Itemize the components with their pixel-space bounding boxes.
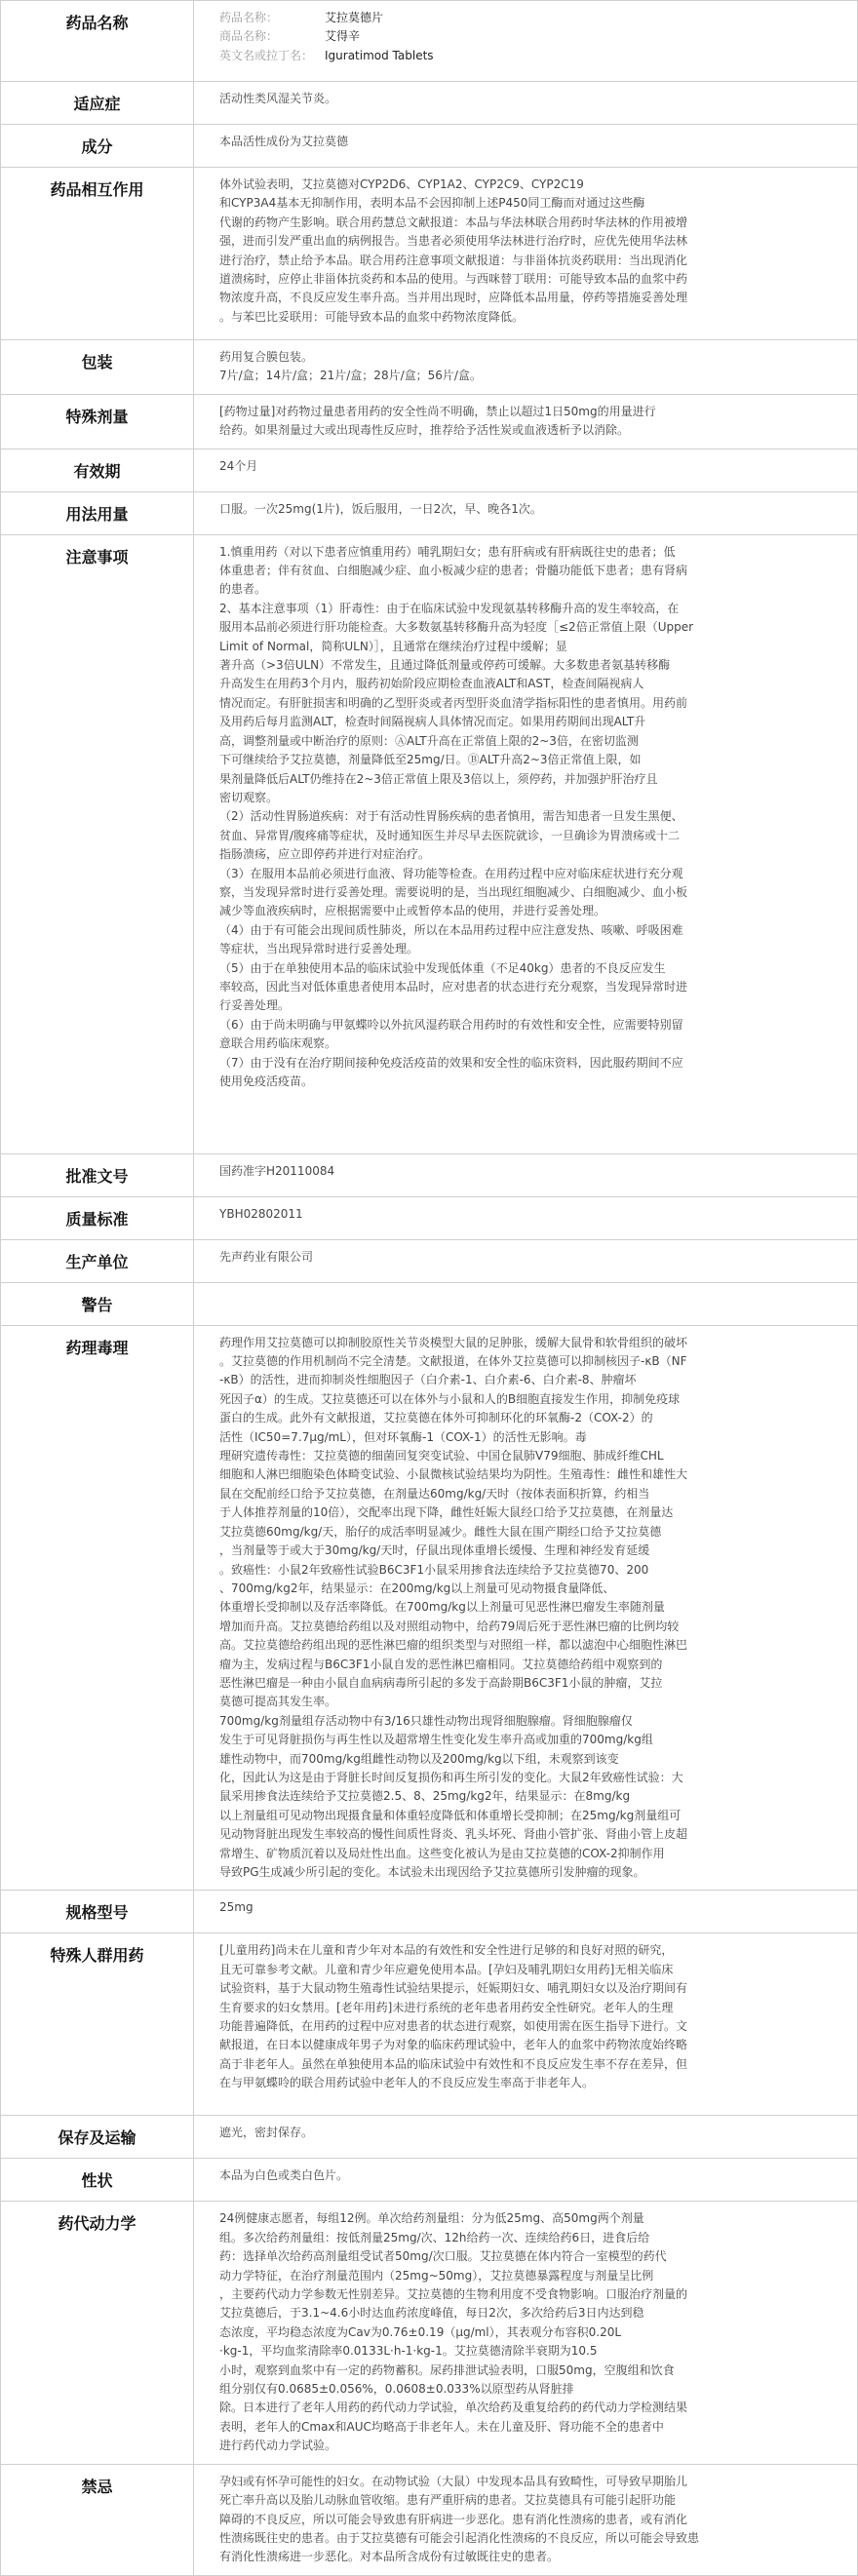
field-label: 生产单位 <box>1 1240 194 1282</box>
paragraph: （3）在服用本品前必须进行血液、肾功能等检查。在用药过程中应对临床症状进行充分观 察，当发现异常时进行妥善处理。需要说明的是，当出现红细胞减少、白细胞减少、血小板 减少等血液疾病时，应根据需要中止或暂停本品的使用，并进行妥善处理。 <box>219 866 688 918</box>
field-label: 注意事项 <box>1 535 194 1153</box>
field-value <box>194 2465 857 2575</box>
field-value <box>194 2202 857 2463</box>
field-label: 禁忌 <box>1 2465 194 2575</box>
name-value: 艾拉莫德片 <box>325 11 384 24</box>
paragraph: 药理作用艾拉莫德可以抑制胶原性关节炎模型大鼠的足肿胀，缓解大鼠骨和软骨组织的破坏 。艾拉莫德的作用机制尚不完全清楚。文献报道，在体外艾拉莫德可以抑制核因子-κB（NF -κB）的活性，进而抑制炎性细胞因子（白介素-1、白介素-6、白介素-8、肿瘤坏 死因子α）的生成。艾拉莫德还可以在体外与小鼠和人的B细胞直接发生作用，抑制免疫球 蛋白的生成。此外有文献报道，艾拉莫德在体外可抑制环化的环氧酶-2（COX-2）的 活性（IC50=7.7μg/mL），但对环氧酶-1（COX-1）的活性无影响。毒 理研究遗传毒性：艾拉莫德的细菌回复突变试验、中国仓鼠肺V79细胞、肺成纤维CHL 细胞和人淋巴细胞染色体畸变试验、小鼠微核试验结果均为阴性。生殖毒性：雌性和雄性大 鼠在交配前经口给予艾拉莫德，在剂量达60mg/kg/天时（按体表面积折算，约相当 于人体推荐剂量的10倍），交配率出现下降，雌性妊娠大鼠经口给予艾拉莫德，在剂量达 艾拉莫德60mg/kg/天，胎仔的成活率明显减少。雌性大鼠在围产期经口给予艾拉莫德 ，当剂量等于或大于30mg/kg/天时，仔鼠出现体重增长缓慢、生理和神经发育延缓 。致癌性：小鼠2年致癌性试验B6C3F1小鼠采用掺食法连续给予艾拉莫德70、200 、700mg/kg2年，结果显示：在200mg/kg以上剂量可见动物摄食量降低、 体重增长受抑制以及存活率降低。在700mg/kg以上剂量可见恶性淋巴瘤发生率随剂量 增加而升高。艾拉莫德给药组以及对照组动物中，给药79周后死于恶性淋巴瘤的比例均较 高。艾拉莫德给药组出现的恶性淋巴瘤的组织类型与对照组一样，都以滤泡中心细胞性淋巴 瘤为主，发病过程与B6C3F1小鼠自发的恶性淋巴瘤相同。艾拉莫德给药组中观察到的 恶性淋巴瘤是一种由小鼠自血病病毒所引起的多发于高龄期B6C3F1小鼠的肿瘤，艾拉 莫德可提高其发生率。 700mg/kg剂量组存活动物中有3/16只雄性动物出现肾细胞腺瘤。肾细胞腺瘤仅 发生于可见肾脏损伤与再生性以及超常增生性变化发生率升高或加重的700mg/kg组 雄性动物中，而700mg/kg组雌性动物以及200mg/kg以下组，未观察到该变 化，因此认为这是由于肾脏长时间反复损伤和再生所引发的变化。大鼠2年致癌性试验：大 鼠采用掺食法连续给予艾拉莫德2.5、8、25mg/kg2年，结果显示：在8mg/kg 以上剂量组可见动物出现摄食量和体重轻度降低和体重增长受抑制；在25mg/kg剂量组可 见动物肾脏出现发生率较高的慢性间质性肾炎、乳头坏死、肾曲小管扩张、肾曲小管上皮超 常增生、矿物质沉着以及局灶性出血。这些变化被认为是由艾拉莫德的COX-2抑制作用 导致PG生成减少所引起的变化。本试验未出现因给予艾拉莫德所引发肿瘤的现象。 <box>219 1335 688 1879</box>
field-label: 成分 <box>1 125 194 167</box>
name-line <box>219 47 845 65</box>
paragraph: 遮光，密封保存。 <box>219 2126 314 2140</box>
field-value <box>194 2116 857 2158</box>
name-key: 商品名称： <box>219 29 279 44</box>
field-label: 警告 <box>1 1283 194 1325</box>
field-label: 适应症 <box>1 82 194 124</box>
paragraph: 活动性类风湿关节炎。 <box>219 92 337 105</box>
row-contraindications <box>1 2465 857 2576</box>
field-value <box>194 168 857 339</box>
field-label: 特殊剂量 <box>1 395 194 449</box>
field-label: 规格型号 <box>1 1891 194 1932</box>
paragraph: 孕妇或有怀孕可能性的妇女。在动物试验（大鼠）中发现本品具有致畸性，可导致早期胎儿 死亡率升高以及胎儿动脉血管收缩。患有严重肝病的患者。艾拉莫德具有可能引起肝功能 障碍的不良反应，所以可能会导致患有肝病进一步恶化。患有消化性溃疡的患者，或有消化 性溃疡既往史的患者。由于艾拉莫德有可能会引起消化性溃疡的不良反应，所以可能会导致患 有消化性溃疡进一步恶化。对本品所含成份有过敏既往史的患者。 <box>219 2474 700 2564</box>
row-manufacturer <box>1 1240 857 1283</box>
field-label: 药理毒理 <box>1 1326 194 1891</box>
paragraph: （7）由于没有在治疗期间接种免疫活疫苗的效果和安全性的临床资料，因此服药期间不应 使用免疫活疫苗。 <box>219 1055 683 1088</box>
row-standard <box>1 1197 857 1240</box>
paragraph: 国药准字H20110084 <box>219 1163 335 1178</box>
paragraph: （4）由于有可能会出现间质性肺炎，所以在本品用药过程中应注意发热、咳嗽、呼吸困难 等症状，当出现异常时进行妥善处理。 <box>219 922 683 956</box>
row-precautions <box>1 535 857 1154</box>
name-line <box>219 9 845 27</box>
field-label: 特殊人群用药 <box>1 1933 194 2115</box>
field-label: 药代动力学 <box>1 2202 194 2463</box>
field-label: 药品相互作用 <box>1 168 194 339</box>
paragraph: 24个月 <box>219 458 258 473</box>
field-value <box>194 1 857 81</box>
row-warning <box>1 1283 857 1326</box>
row-special_dose <box>1 395 857 449</box>
row-package <box>1 340 857 395</box>
field-value <box>194 82 857 124</box>
name-line <box>219 27 845 46</box>
field-label: 药品名称 <box>1 1 194 81</box>
paragraph: （2）活动性胃肠道疾病：对于有活动性胃肠疾病的患者慎用，需告知患者一旦发生黑便、 贫血、异常胃/腹疼痛等症状，及时通知医生并尽早去医院就诊，一旦确诊为胃溃疡或十二 指肠溃疡，应立即停药并进行对症治疗。 <box>219 809 683 862</box>
paragraph: 本品为白色或类白色片。 <box>219 2168 349 2183</box>
field-label: 包装 <box>1 340 194 394</box>
name-value: Iguratimod Tablets <box>325 48 434 62</box>
field-value <box>194 1154 857 1196</box>
row-ingredient <box>1 125 857 168</box>
row-spec <box>1 1891 857 1933</box>
field-value <box>194 449 857 491</box>
paragraph: 2、基本注意事项（1）肝毒性：由于在临床试验中发现氨基转移酶升高的发生率较高，在 服用本品前必须进行肝功能检查。大多数氨基转移酶升高为轻度［≤2倍正常值上限（Upper Limit of Normal，简称ULN）］，且通常在继续治疗过程中缓解；显 著升高（>3倍ULN）不常发生，且通过降低剂量或停药可缓解。大多数患者氨基转移酶 升高发生在用药3个月内，服药初始阶段应期检查血液ALT和AST，检查间隔视病人 情况而定。有肝脏损害和明确的乙型肝炎或者丙型肝炎血清学指标阳性的患者慎用。用药前 及用药后每月监测ALT，检查时间隔视病人具体情况而定。如果用药期间出现ALT升 高，调整剂量或中断治疗的原则：ⒶALT升高在正常值上限的2~3倍，在密切监测 下可继续给予艾拉莫德，剂量降低至25mg/日。ⒷALT升高2~3倍正常值上限，如 果剂量降低后ALT仍维持在2~3倍正常值上限及3倍以上，须停药，并加强护肝治疗且 密切观察。 <box>219 601 694 804</box>
field-value <box>194 1197 857 1239</box>
field-value <box>194 340 857 394</box>
field-label: 保存及运输 <box>1 2116 194 2158</box>
name-key: 药品名称： <box>219 11 279 24</box>
field-value <box>194 1283 857 1325</box>
field-label: 质量标准 <box>1 1197 194 1239</box>
field-value <box>194 395 857 449</box>
row-interaction <box>1 168 857 340</box>
paragraph: 药用复合膜包装。 7片/盒；14片/盒；21片/盒；28片/盒；56片/盒。 <box>219 350 482 383</box>
paragraph: 本品活性成份为艾拉莫德 <box>219 135 349 148</box>
paragraph: 体外试验表明，艾拉莫德对CYP2D6、CYP1A2、CYP2C9、CYP2C19 和CYP3A4基本无抑制作用，表明本品不会因抑制上述P450同工酶而对通过这些酶 代谢的药物产生影响。联合用药慧总文献报道：本品与华法林联合用药时华法林的作用被增 强，进而引发严重出血的病例报告。当患者必须使用华法林进行治疗时，应优先使用华法林 进行治疗，禁止给予本品。联合用药注意事项文献报道：与非甾体抗炎药联用：当出现消化 道溃疡时，应停止非甾体抗炎药和本品的使用。与西咪替丁联用：可能导致本品的血浆中药 物浓度升高，不良反应发生率升高。当并用出现时，应降低本品用量，停药等措施妥善处理 。与苯巴比妥联用：可能导致本品的血浆中药物浓度降低。 <box>219 177 688 324</box>
paragraph: YBH02802011 <box>219 1206 303 1221</box>
row-approval <box>1 1154 857 1197</box>
field-value <box>194 492 857 534</box>
paragraph: [药物过量]对药物过量患者用药的安全性尚不明确，禁止以超过1日50mg的用量进行 给药。如果剂量过大或出现毒性反应时，推荐给予活性炭或血液透析予以消除。 <box>219 404 656 438</box>
field-value <box>194 1933 857 2115</box>
field-value <box>194 2159 857 2201</box>
field-label: 性状 <box>1 2159 194 2201</box>
row-name <box>1 1 857 82</box>
paragraph: 先声药业有限公司 <box>219 1249 314 1264</box>
field-value <box>194 1891 857 1932</box>
name-value: 艾得辛 <box>325 29 361 44</box>
paragraph: （5）由于在单独使用本品的临床试验中发现低体重（不足40kg）患者的不良反应发生 率较高，因此当对低体重患者使用本品时，应对患者的状态进行充分观察，当发现异常时进 行妥善处理。 <box>219 960 688 1013</box>
row-indication <box>1 82 857 125</box>
field-value <box>194 125 857 167</box>
row-usage <box>1 492 857 535</box>
row-storage <box>1 2116 857 2159</box>
field-label: 用法用量 <box>1 492 194 534</box>
row-special_groups <box>1 1933 857 2116</box>
name-key: 英文名或拉丁名： <box>219 48 314 62</box>
paragraph: 24例健康志愿者，每组12例。单次给药剂量组：分为低25mg、高50mg两个剂量 组。多次给药剂量组：按低剂量25mg/次、12h给药一次、连续给药6日，进食后给 药：选择单次给药高剂量组受试者50mg/次口服。艾拉莫德在体内符合一室模型的药代 动力学特征，在治疗剂量范围内（25mg~50mg），艾拉莫德暴露程度与剂量呈比例 ，主要药代动力学参数无性别差异。艾拉莫德的生物利用度不受食物影响。口服治疗剂量的 艾拉莫德后，于3.1~4.6小时达血药浓度峰值，每日2次，多次给药后3日内达到稳 态浓度，平均稳态浓度为Cav为0.76±0.19（μg/ml），其表观分布容积0.20L ·kg-1，平均血浆清除率0.0133L·h-1·kg-1。艾拉莫德清除半衰期为10.5 小时，观察到血浆中有一定的药物蓄积。尿药排泄试验表明，口服50mg，空腹组和饮食 组分别仅有0.0685±0.056%，0.0608±0.033%以原型药从肾脏排 除。日本进行了老年人用药的药代动力学试验，单次给药及重复给药的药代动力学检测结果 表明，老年人的Cmax和AUC均略高于非老年人。未在儿童及肝、肾功能不全的患者中 进行药代动力学试验。 <box>219 2211 688 2453</box>
field-label: 有效期 <box>1 449 194 491</box>
row-character <box>1 2159 857 2202</box>
field-label: 批准文号 <box>1 1154 194 1196</box>
row-toxicology <box>1 1326 857 1892</box>
field-value <box>194 1240 857 1282</box>
paragraph: [儿童用药]尚未在儿童和青少年对本品的有效性和安全性进行足够的和良好对照的研究， 且无可靠参考文献。儿童和青少年应避免使用本品。[孕妇及哺乳期妇女用药]无相关临床 试验资料，基于大鼠动物生殖毒性试验结果提示，妊娠期妇女、哺乳期妇女以及治疗期间有 生育要求的妇女禁用。[老年用药]未进行系统的老年患者用药安全性研究。老年人的生理 功能普遍降低，在用药的过程中应对患者的状态进行观察，如使用需在医生指导下进行。文 献报道，在日本以健康成年男子为对象的临床药理试验中，老年人的血浆中药物浓度始终略 高于非老年人。虽然在单独使用本品的临床试验中有效性和不良反应发生率不存在差异，但 在与甲氨蝶呤的联合用药试验中老年人的不良反应发生率高于非老年人。 <box>219 1943 688 2090</box>
row-pk <box>1 2202 857 2464</box>
paragraph: 1.慎重用药（对以下患者应慎重用药）哺乳期妇女；患有肝病或有肝病既往史的患者；低 体重患者；伴有贫血、白细胞减少症、血小板减少症的患者；骨髓功能低下患者；患有肾病 的患者。 <box>219 544 688 597</box>
paragraph: 25mg <box>219 1900 254 1915</box>
field-value <box>194 535 857 1153</box>
field-value <box>194 1326 857 1891</box>
paragraph: 口服。一次25mg(1片)，饭后服用，一日2次，早、晚各1次。 <box>219 501 542 516</box>
row-validity <box>1 449 857 492</box>
paragraph: （6）由于尚未明确与甲氨蝶呤以外抗风湿药联合用药时的有效性和安全性，应需要特别留 意联合用药临床观察。 <box>219 1017 683 1051</box>
